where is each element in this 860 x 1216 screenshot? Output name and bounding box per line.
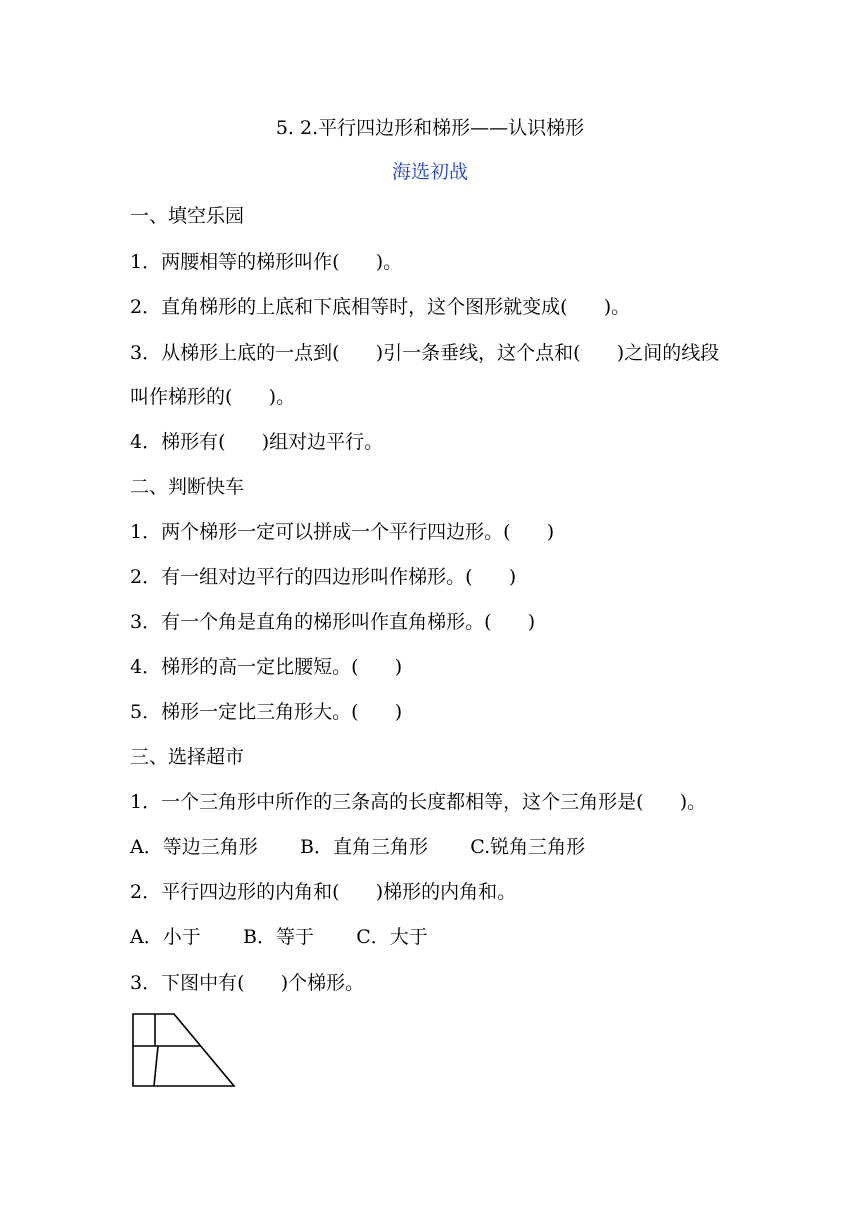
choice-question-2: 2．平行四边形的内角和( )梯形的内角和。 bbox=[130, 881, 517, 903]
section-true-false-heading: 二、判断快车 bbox=[130, 476, 245, 498]
true-false-question-4: 4．梯形的高一定比腰短。( ) bbox=[130, 656, 403, 678]
page-title: 5. 2.平行四边形和梯形——认识梯形 bbox=[275, 117, 585, 139]
true-false-question-5: 5．梯形一定比三角形大。( ) bbox=[130, 701, 403, 723]
fill-in-question-3-line-1: 3．从梯形上底的一点到( )引一条垂线，这个点和( )之间的线段 bbox=[130, 342, 720, 364]
page-subtitle: 海选初战 bbox=[391, 161, 468, 183]
trapezoid-figure bbox=[130, 1010, 240, 1090]
fill-in-question-2: 2．直角梯形的上底和下底相等时，这个图形就变成( )。 bbox=[130, 296, 631, 318]
slanted-divider-lower bbox=[154, 1046, 158, 1086]
choice-question-2-options: A．小于 B．等于 C．大于 bbox=[130, 926, 428, 948]
true-false-question-3: 3．有一个角是直角的梯形叫作直角梯形。( ) bbox=[130, 611, 536, 633]
choice-question-1: 1．一个三角形中所作的三条高的长度都相等，这个三角形是( )。 bbox=[130, 791, 707, 813]
section-fill-in-heading: 一、填空乐园 bbox=[130, 205, 245, 227]
true-false-question-2: 2．有一组对边平行的四边形叫作梯形。( ) bbox=[130, 566, 517, 588]
section-choice-heading: 三、选择超市 bbox=[130, 746, 245, 768]
fill-in-question-3-line-2: 叫作梯形的( )。 bbox=[130, 386, 296, 408]
trapezoid-outline bbox=[133, 1014, 234, 1086]
choice-question-3: 3．下图中有( )个梯形。 bbox=[130, 972, 365, 994]
true-false-question-1: 1．两个梯形一定可以拼成一个平行四边形。( ) bbox=[130, 521, 555, 543]
fill-in-question-4: 4．梯形有( )组对边平行。 bbox=[130, 431, 384, 453]
fill-in-question-1: 1．两腰相等的梯形叫作( )。 bbox=[130, 251, 403, 273]
choice-question-1-options: A．等边三角形 B．直角三角形 C.锐角三角形 bbox=[130, 836, 586, 858]
